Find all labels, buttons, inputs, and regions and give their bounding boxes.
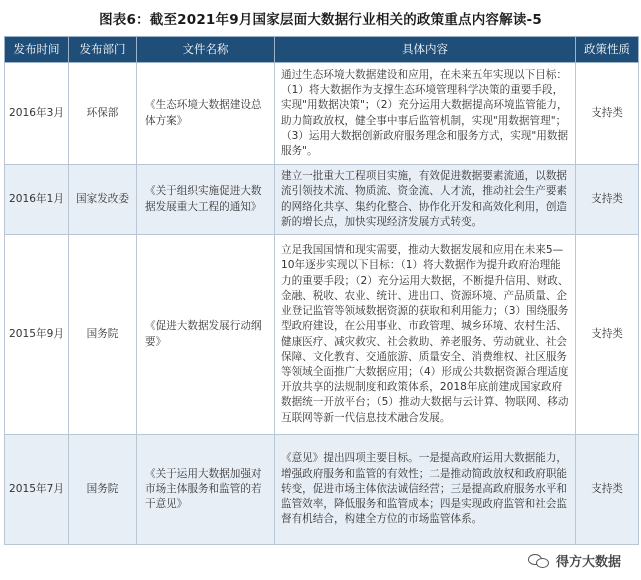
cell-content: 建立一批重大工程项目实施，有效促进数据要素流通，以数据流引领技术流、物质流、资金流、人才流，推动社会生产要素的网络化共享、集约化整合、协作化开发和高效化利用，创造新的增长点，加快实现经济发展方式转变。 xyxy=(275,165,576,235)
policy-table xyxy=(4,36,639,545)
header-date: 发布时间 xyxy=(5,37,69,63)
cell-content: 立足我国国情和现实需要，推动大数据发展和应用在未来5—10年逐步实现以下目标：（1）将大数据作为提升政府治理能力的重要手段；（2）充分运用大数据，不断提升信用、财政、金融、税收、农业、统计、进出口、资源环境、产品质量、企业登记监管等领域数据资源的获取和利用能力；（3）围绕服务型政府建设，在公用事业、市政管理、城乡环境、农村生活、健康医疗、减灾救灾、社会救助、养老服务、劳动就业、社会保障、文化教育、交通旅游、质量安全、消费维权、社区服务等领域全面推广大数据应用；（4）形成公共数据资源合理适度开放共享的法规制度和政策体系，2018年底前建成国家政府数据统一开放平台；（5）推动大数据与云计算、物联网、移动互联网等新一代信息技术融合发展。 xyxy=(275,235,576,435)
cell-dept: 国务院 xyxy=(69,235,137,435)
cell-nature: 支持类 xyxy=(576,165,639,235)
cell-content: 通过生态环境大数据建设和应用，在未来五年实现以下目标：（1）将大数据作为支撑生态环境管理科学决策的重要手段，实现"用数据决策"；（2）充分运用大数据提高环境监管能力，助力简政放权，健全事中事后监管机制，实现"用数据管理"；（3）运用大数据创新政府服务理念和服务方式，实现"用数据服务"。 xyxy=(275,63,576,165)
watermark-text: 得方大数据 xyxy=(555,555,621,570)
table-row xyxy=(5,63,639,165)
table-row xyxy=(5,165,639,235)
cell-date: 2016年1月 xyxy=(5,165,69,235)
cell-nature: 支持类 xyxy=(576,435,639,545)
cell-doc-name: 《关于组织实施促进大数据发展重大工程的通知》 xyxy=(137,165,275,235)
cell-dept: 国务院 xyxy=(69,435,137,545)
header-content: 具体内容 xyxy=(275,37,576,63)
cell-nature: 支持类 xyxy=(576,235,639,435)
cell-dept: 国家发改委 xyxy=(69,165,137,235)
cell-date: 2016年3月 xyxy=(5,63,69,165)
watermark xyxy=(528,551,621,570)
cell-doc-name: 《关于运用大数据加强对市场主体服务和监管的若干意见》 xyxy=(137,435,275,545)
chat-bubble-icon xyxy=(528,553,550,569)
page-title: 图表6：截至2021年9月国家层面大数据行业相关的政策重点内容解读-5 xyxy=(99,12,542,28)
cell-dept: 环保部 xyxy=(69,63,137,165)
cell-date: 2015年7月 xyxy=(5,435,69,545)
cell-doc-name: 《促进大数据发展行动纲要》 xyxy=(137,235,275,435)
cell-date: 2015年9月 xyxy=(5,235,69,435)
header-dept: 发布部门 xyxy=(69,37,137,63)
table-row xyxy=(5,235,639,435)
table-header-row xyxy=(5,37,639,63)
header-doc-name: 文件名称 xyxy=(137,37,275,63)
cell-nature: 支持类 xyxy=(576,63,639,165)
cell-content: 《意见》提出四项主要目标。一是提高政府运用大数据能力，增强政府服务和监管的有效性；二是推动简政放权和政府职能转变，促进市场主体依法诚信经营；三是提高政府服务水平和监管效率，降低服务和监管成本；四是实现政府监管和社会监督有机结合，构建全方位的市场监管体系。 xyxy=(275,435,576,545)
header-nature: 政策性质 xyxy=(576,37,639,63)
table-row xyxy=(5,435,639,545)
cell-doc-name: 《生态环境大数据建设总体方案》 xyxy=(137,63,275,165)
